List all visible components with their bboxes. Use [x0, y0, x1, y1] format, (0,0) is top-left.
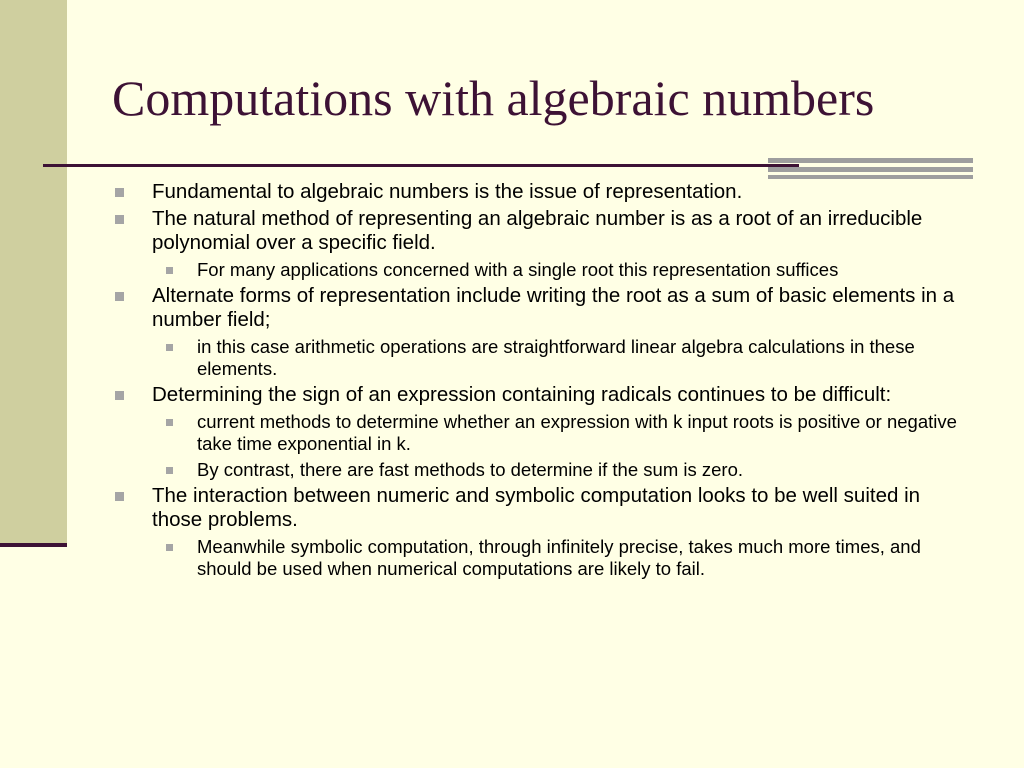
- sub-bullet-text: in this case arithmetic operations are straightforward linear algebra calculations in these elements.: [197, 336, 915, 379]
- square-bullet-icon: [166, 544, 173, 551]
- sub-bullet-item: [115, 259, 975, 281]
- square-bullet-icon: [115, 391, 124, 400]
- bullet-item: [115, 383, 975, 407]
- decorative-gray-bar: [768, 167, 973, 172]
- sub-bullet-item: [115, 336, 975, 380]
- bullet-text: The interaction between numeric and symbolic computation looks to be well suited in those problems.: [152, 484, 921, 531]
- square-bullet-icon: [115, 492, 124, 501]
- bullet-list: [115, 180, 975, 580]
- square-bullet-icon: [166, 419, 173, 426]
- title-underline-rule: [43, 164, 799, 167]
- square-bullet-icon: [166, 267, 173, 274]
- sub-bullet-text: Meanwhile symbolic computation, through infinitely precise, takes much more times, and should be used when numerical computations are likely to fail.: [197, 536, 921, 579]
- decorative-gray-bar: [768, 175, 973, 179]
- square-bullet-icon: [115, 215, 124, 224]
- sub-bullet-item: [115, 459, 975, 481]
- square-bullet-icon: [166, 467, 173, 474]
- bullet-text: The natural method of representing an algebraic number is as a root of an irreducible polynomial over a specific field.: [152, 207, 923, 254]
- sub-bullet-text: By contrast, there are fast methods to determine if the sum is zero.: [197, 459, 743, 480]
- bullet-item: [115, 180, 975, 204]
- square-bullet-icon: [115, 292, 124, 301]
- bullet-item: [115, 284, 975, 332]
- slide-body: [115, 180, 975, 580]
- sub-bullet-text: current methods to determine whether an expression with k input roots is positive or negative take time exponential in k.: [197, 411, 957, 454]
- bullet-text: Fundamental to algebraic numbers is the issue of representation.: [152, 180, 743, 203]
- sub-bullet-text: For many applications concerned with a single root this representation suffices: [197, 259, 839, 280]
- bullet-item: [115, 484, 975, 532]
- decorative-gray-bar: [768, 158, 973, 163]
- square-bullet-icon: [166, 344, 173, 351]
- left-accent-rule: [0, 543, 67, 547]
- sub-bullet-item: [115, 536, 975, 580]
- sub-bullet-item: [115, 411, 975, 455]
- slide-title: Computations with algebraic numbers: [112, 70, 875, 126]
- left-decorative-band: [0, 0, 67, 545]
- bullet-text: Alternate forms of representation include writing the root as a sum of basic elements in a number field;: [152, 284, 955, 331]
- square-bullet-icon: [115, 188, 124, 197]
- bullet-text: Determining the sign of an expression containing radicals continues to be difficult:: [152, 383, 892, 406]
- bullet-item: [115, 207, 975, 255]
